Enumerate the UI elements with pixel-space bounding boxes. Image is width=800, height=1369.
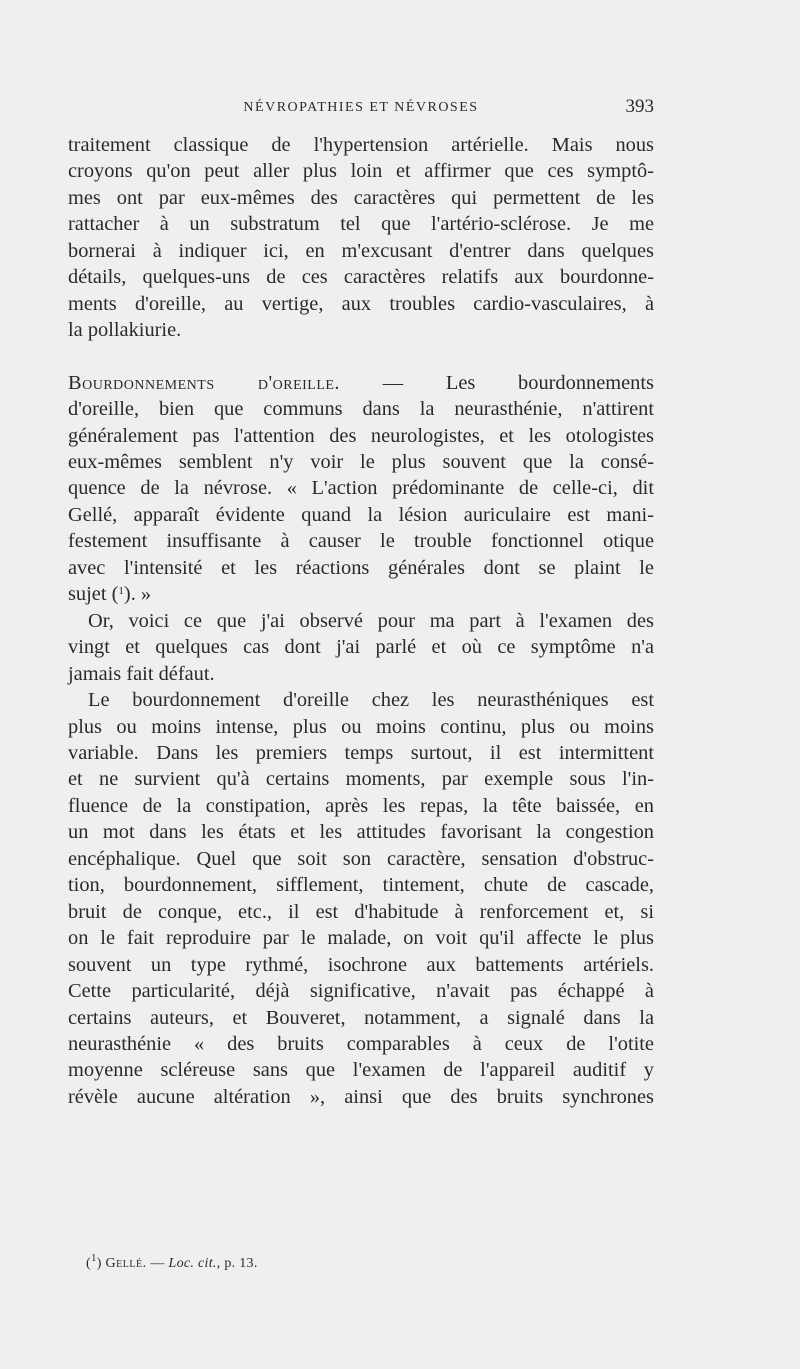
text-line: jamais fait défaut. [68, 662, 215, 685]
text-line: neurasthénie « des bruits comparables à ceux de l'otite [68, 1032, 654, 1055]
text-line: la pollakiurie. [68, 319, 182, 342]
text-line: ments d'oreille, au vertige, aux troubles cardio-vasculaires, à [68, 292, 654, 315]
text-line: variable. Dans les premiers temps surtout, il est intermittent [68, 741, 654, 764]
text-line: d'oreille, bien que communs dans la neurasthénie, n'attirent [68, 398, 654, 421]
text-line: Cette particularité, déjà significative, n'avait pas échappé à [68, 980, 654, 1003]
text-line: Or, voici ce que j'ai observé pour ma part à l'examen des [88, 609, 654, 632]
text-line: festement insuffisante à causer le trouble fonctionnel otique [68, 530, 654, 553]
heading-continuation: — Les bourdonnements [382, 371, 654, 394]
text-line: rattacher à un substratum tel que l'artério-sclérose. Je me [68, 213, 654, 236]
text-fragment: sujet ( [68, 583, 119, 606]
text-line: fluence de la constipation, après les repas, la tête baissée, en [68, 794, 654, 817]
footnote-reference[interactable]: 1 [118, 585, 124, 598]
text-line: eux-mêmes semblent n'y voir le plus souvent que la consé- [68, 450, 654, 473]
text-line: généralement pas l'attention des neurologistes, et les otologistes [68, 424, 654, 447]
paragraph-spacer [68, 344, 654, 370]
text-line: traitement classique de l'hypertension artérielle. Mais nous [68, 134, 654, 156]
text-line: plus ou moins intense, plus ou moins continu, plus ou moins [68, 715, 654, 738]
text-line: vingt et quelques cas dont j'ai parlé et où ce symptôme n'a [68, 636, 654, 659]
text-line: révèle aucune altération », ainsi que des bruits synchrones [68, 1085, 654, 1108]
text-line: bruit de conque, etc., il est d'habitude à renforcement et, si [68, 900, 654, 923]
text-line: et ne survient qu'à certains moments, par exemple sous l'in- [68, 768, 654, 791]
text-line: tion, bourdonnement, sifflement, tintement, chute de cascade, [68, 874, 654, 897]
paragraph-1 [68, 132, 654, 344]
text-line: mes ont par eux-mêmes des caractères qui permettent de les [68, 186, 654, 209]
footnote-page: , p. 13. [216, 1256, 258, 1271]
text-line: avec l'intensité et les réactions générales dont se plaint le [68, 556, 654, 579]
body-text [68, 132, 654, 1110]
footnote-author: Gellé. [105, 1256, 147, 1271]
text-line: Le bourdonnement d'oreille chez les neurasthéniques est [88, 689, 654, 712]
text-line: souvent un type rythmé, isochrone aux battements artériels. [68, 953, 654, 976]
footnote-reference-text: Loc. cit. [168, 1256, 217, 1271]
text-fragment: ). » [123, 583, 152, 606]
footnote-separator: — [150, 1256, 165, 1271]
running-title: NÉVROPATHIES ET NÉVROSES [243, 100, 479, 115]
text-line [68, 370, 654, 396]
text-line: croyons qu'on peut aller plus loin et affirmer que ces symptô- [68, 160, 654, 183]
text-line: Gellé, apparaît évidente quand la lésion auriculaire est mani- [68, 503, 654, 526]
footnote: ($^1$) Gellé. — Loc. cit., p. 13. [86, 1252, 258, 1271]
footnote-mark: 1 [90, 1252, 97, 1264]
text-line: certains auteurs, et Bouveret, notamment, a signalé dans la [68, 1006, 654, 1029]
text-line: moyenne scléreuse sans que l'examen de l'appareil auditif y [68, 1059, 654, 1082]
paragraph-2 [68, 370, 654, 608]
text-line: détails, quelques-uns de ces caractères relatifs aux bourdonne- [68, 266, 654, 289]
page-number: 393 [625, 96, 654, 117]
running-head [68, 96, 654, 120]
text-line: bornerai à indiquer ici, en m'excusant d'entrer dans quelques [68, 239, 654, 262]
section-heading: Bourdonnements d'oreille. [68, 371, 341, 394]
text-line: encéphalique. Quel que soit son caractère, sensation d'obstruc- [68, 847, 654, 870]
text-line: on le fait reproduire par le malade, on voit qu'il affecte le plus [68, 927, 654, 950]
text-line: quence de la névrose. « L'action prédominante de celle-ci, dit [68, 477, 654, 500]
paragraph-3 [68, 608, 654, 687]
text-line [68, 581, 654, 607]
text-line: un mot dans les états et les attitudes favorisant la congestion [68, 821, 654, 844]
paragraph-4 [68, 687, 654, 1110]
